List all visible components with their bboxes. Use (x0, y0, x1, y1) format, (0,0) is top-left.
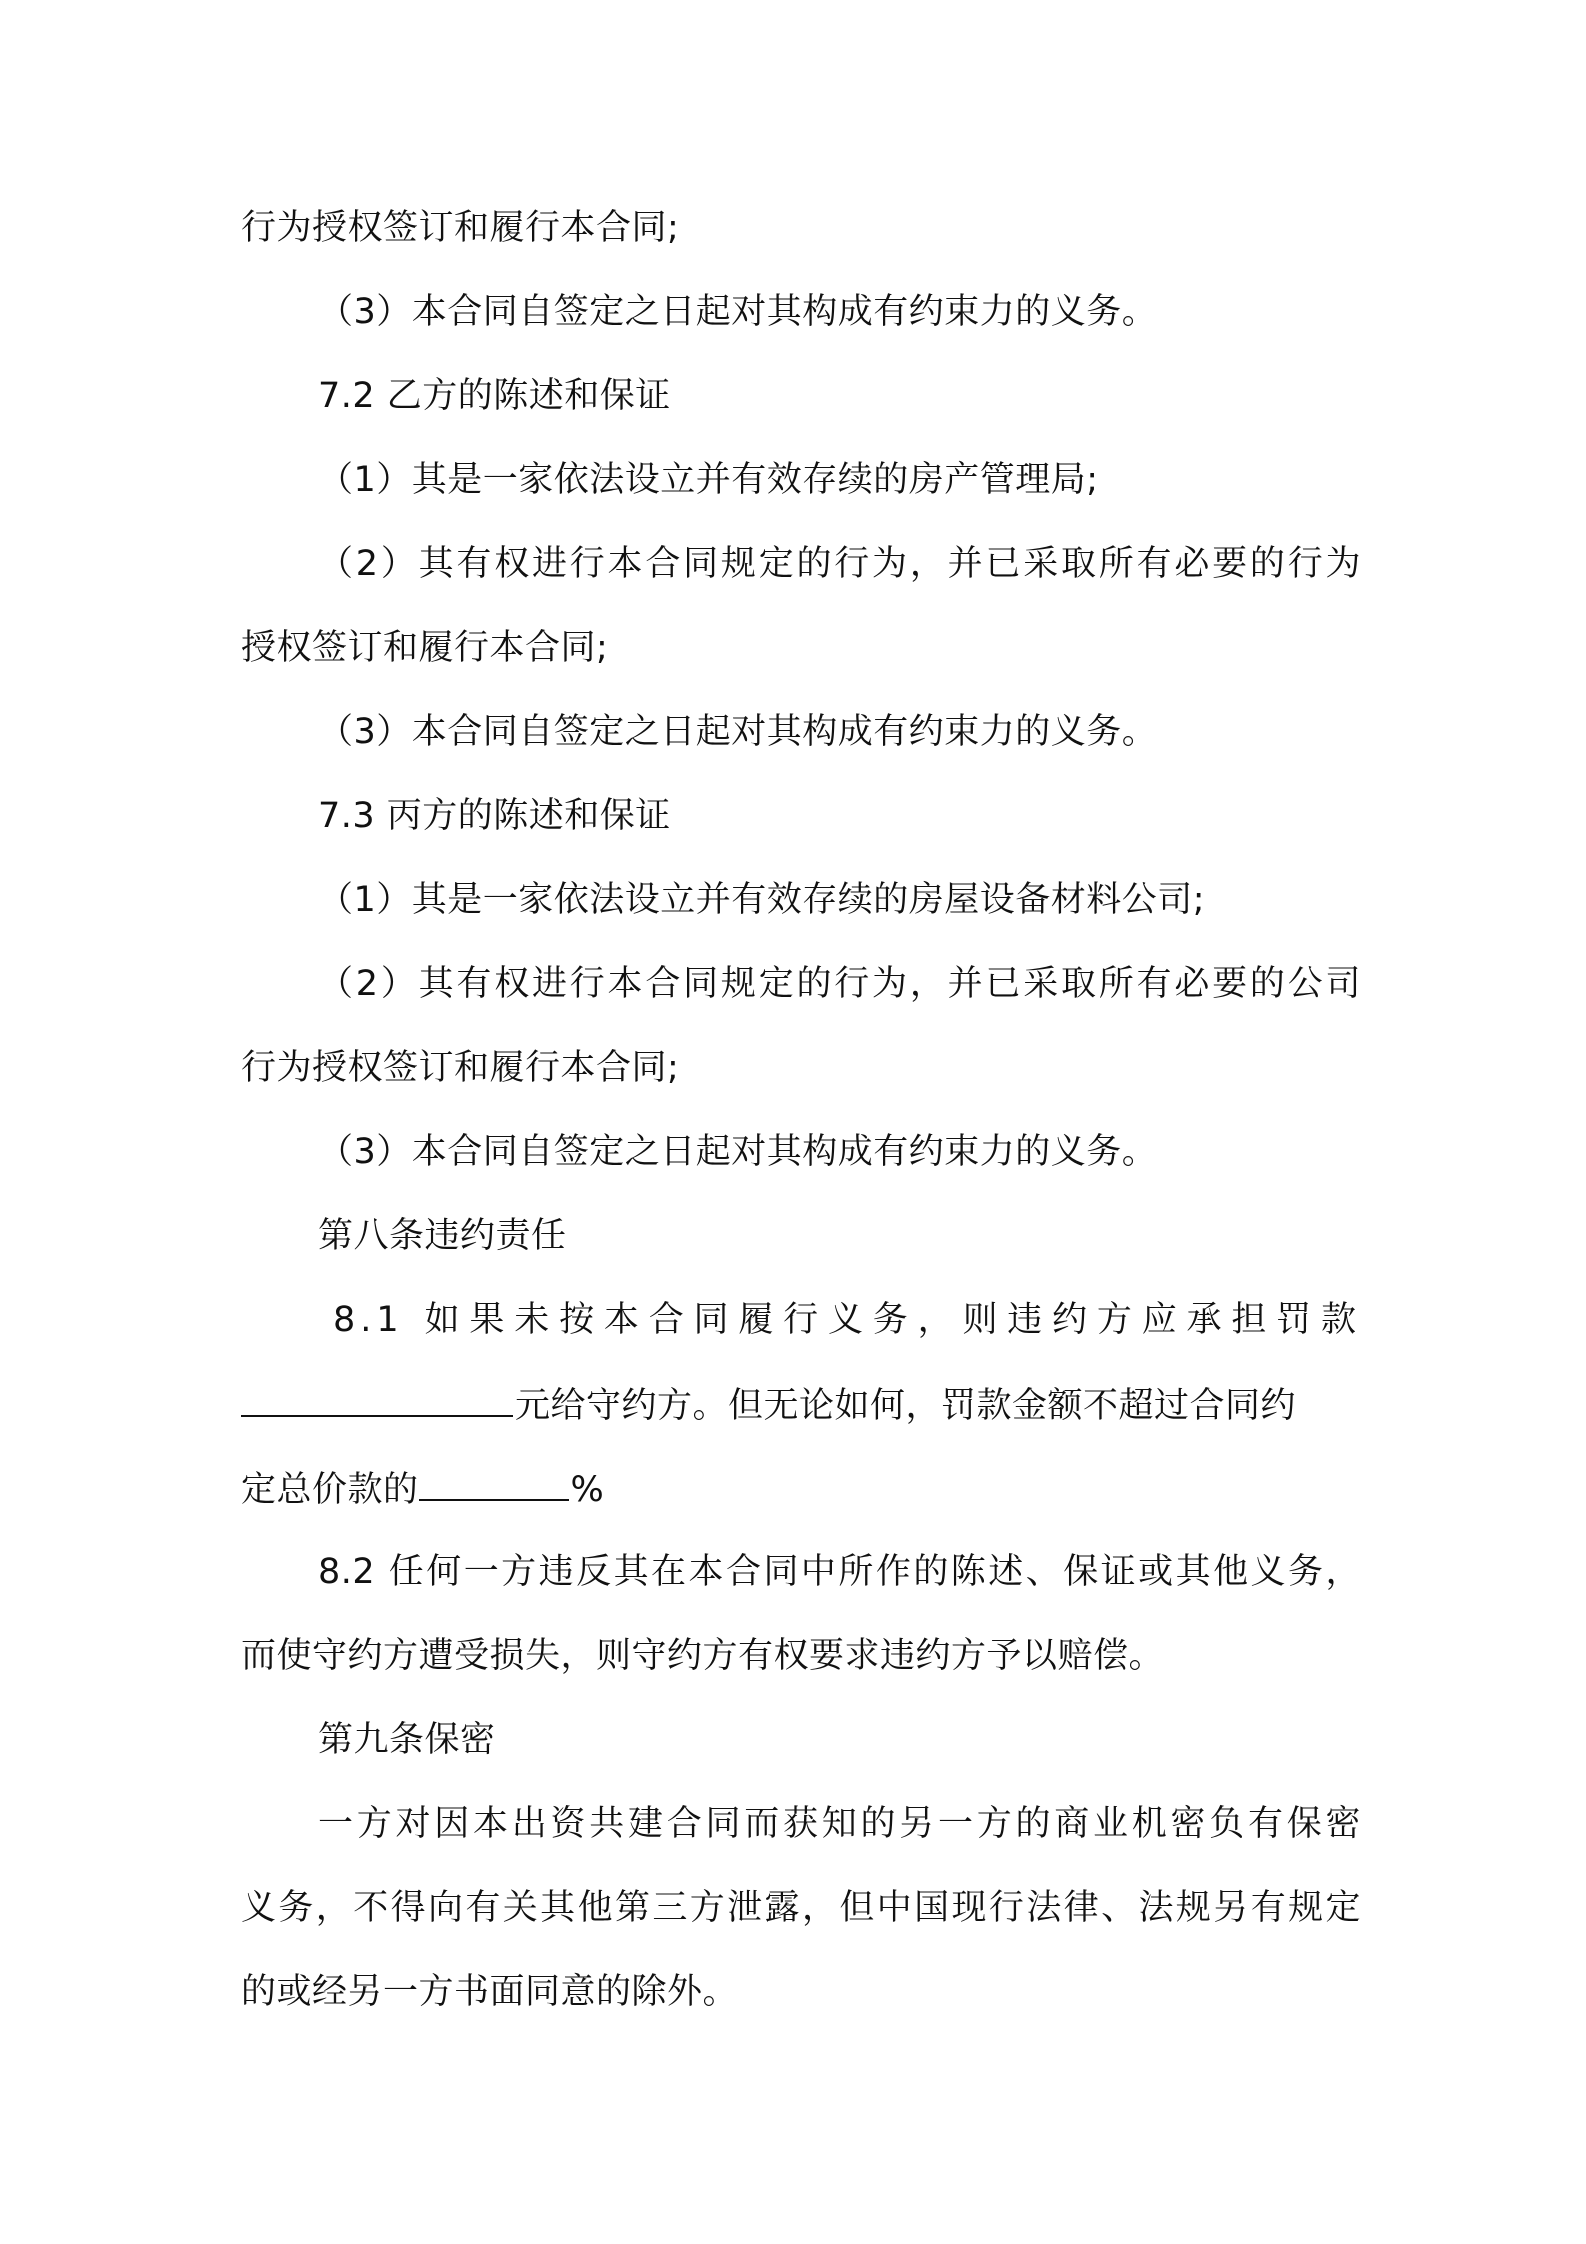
clause-7-2-1: （1）其是一家依法设立并有效存续的房产管理局; (318, 460, 1099, 500)
confidentiality-line-1: 一方对因本出资共建合同而获知的另一方的商业机密负有保密 (318, 1804, 1361, 1844)
clause-7-3-2: （2）其有权进行本合同规定的行为，并已采取所有必要的公司 (318, 964, 1361, 1004)
section-7-2-heading: 7.2 乙方的陈述和保证 (318, 376, 671, 416)
clause-8-1-line-2-text: 元给守约方。但无论如何，罚款金额不超过合同约 (515, 1386, 1297, 1426)
clause-8-1-line-2 (241, 1379, 1361, 1431)
clause-8-1: 8.1 如果未按本合同履行义务，则违约方应承担罚款 (333, 1300, 1361, 1340)
section-7-3-heading: 7.3 丙方的陈述和保证 (318, 796, 671, 836)
clause-7-3-2-continued: 行为授权签订和履行本合同; (241, 1048, 680, 1088)
confidentiality-line-2: 义务，不得向有关其他第三方泄露，但中国现行法律、法规另有规定 (241, 1888, 1361, 1928)
clause-7-2-2-continued: 授权签订和履行本合同; (241, 628, 609, 668)
percent-sign: % (570, 1470, 605, 1510)
clause-7-3-1: （1）其是一家依法设立并有效存续的房屋设备材料公司; (318, 880, 1206, 920)
clause-7-1-3: （3）本合同自签定之日起对其构成有约束力的义务。 (318, 292, 1158, 332)
clause-7-2-3: （3）本合同自签定之日起对其构成有约束力的义务。 (318, 712, 1158, 752)
clause-8-1-line-3-text: 定总价款的 (241, 1470, 419, 1510)
confidentiality-line-3: 的或经另一方书面同意的除外。 (241, 1972, 739, 2012)
article-9-heading: 第九条保密 (318, 1720, 496, 1760)
clause-8-2: 8.2 任何一方违反其在本合同中所作的陈述、保证或其他义务， (318, 1552, 1361, 1592)
clause-7-2-2: （2）其有权进行本合同规定的行为，并已采取所有必要的行为 (318, 544, 1361, 584)
clause-8-1-line-3 (241, 1463, 1361, 1515)
article-8-heading: 第八条违约责任 (318, 1216, 567, 1256)
paragraph-line: 行为授权签订和履行本合同; (241, 208, 680, 248)
clause-8-2-continued: 而使守约方遭受损失，则守约方有权要求违约方予以赔偿。 (241, 1636, 1165, 1676)
clause-7-3-3: （3）本合同自签定之日起对其构成有约束力的义务。 (318, 1132, 1158, 1172)
percentage-blank (419, 1463, 569, 1501)
fine-amount-blank (241, 1379, 513, 1417)
